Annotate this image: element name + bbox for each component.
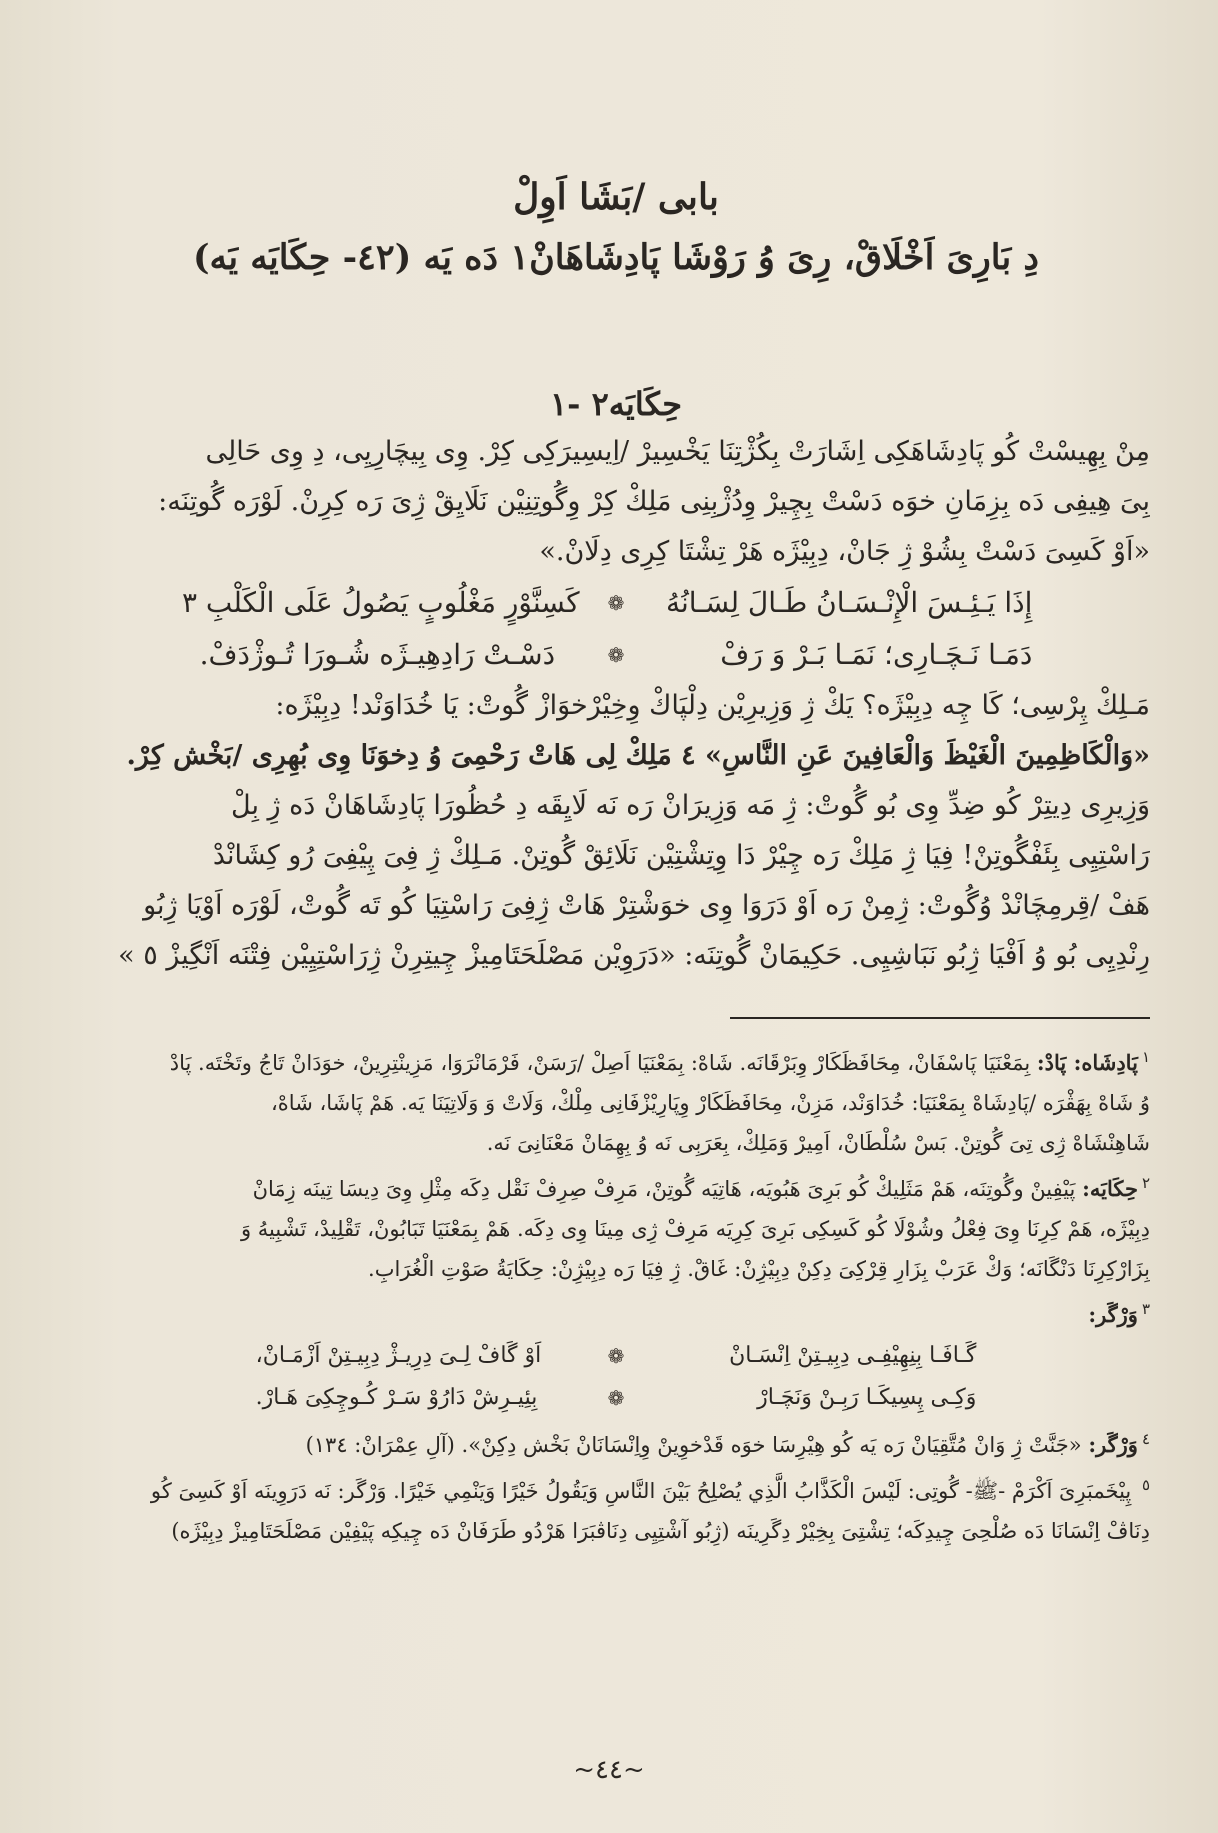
text-line: وَزِيرِى دِيتِرْ كُو ضِدِّ وِى بُو گُوتْ: ژِ مَه وَزِيرَانْ رَه نَه لَايِقَه دِ حُظُورَا پَادِشَاهَانْ دَه ژِ بِلْ [231, 789, 1150, 821]
footnote-number: ٢ [1141, 1173, 1150, 1192]
footnote-line: دِنَاڤْ اِنْسَانَا دَه صُلْحِىَ چِيدِكَه؛ تِشْتِىَ بِخِيْرْ دِگَرِينَه (ژِبُو آشْتِيِى دِنَاڤبَرَا هَرْدُو طَرَفَانْ دَه چِيكِه پَيْفِيْن مَصْلَحَتَامِيزْ دِبِيْژَه) [171, 1518, 1150, 1543]
verse-hemistich-left: اَوْ گَافْ لِـىَ دِرِيـژْ دِبِيـتِنْ اَزْمَـانْ، [255, 1342, 542, 1368]
verse-separator-icon: ❁ [607, 642, 625, 667]
footnote-1 [82, 1037, 1150, 1163]
verse-line [82, 1377, 1150, 1419]
footnote-2 [82, 1163, 1150, 1289]
footnote-line: وُ شَاهْ بِهَڤْرَه /پَادِشَاهْ بِمَعْنَيَا: خُدَاوَنْد، مَزِنْ، مِحَافَظَكَارْ وِپَارِيْزْفَانِى مِلْكْ، وَلَاتْ وَ وَلَاتِيَنَا يَه. هَمْ پَاشَا، شَاهْ، [271, 1090, 1150, 1115]
footnote-number: ١ [1141, 1047, 1150, 1066]
verse-separator-icon: ❁ [607, 590, 625, 615]
footnote-text: «جَنَّتْ ژِ وَانْ مُتَّقِيَانْ رَه يَه كُو هِيْرِسَا خوَه قَدْخوِينْ وِاِنْسَانَانْ بَخْش دِكِنْ». (آلِ عِمْرَانْ: ١٣٤) [305, 1432, 1082, 1457]
verse-line [82, 1335, 1150, 1377]
verse-hemistich-right: دَمَـا نَـچَـارِى؛ نَمَـا بَـرْ وَ رَفْ [720, 637, 1033, 671]
text-line: مِنْ بِهِيسْتْ كُو پَادِشَاهَكِى اِشَارَتْ بِكُژْتِنَا يَخْسِيرْ /اِيسِيرَكِى كِرْ. وِى بِيچَارِيِى، دِ وِى حَالِى [205, 435, 1150, 467]
text-line: مَـلِكْ پِرْسِى؛ كَا چِه دِبِيْژَه؟ يَكْ ژِ وَزِيرِيْن دِلْپَاكْ وِخِيْرْخوَازْ گُوتْ: يَا خُدَاوَنْد! دِبِيْژَه: [275, 689, 1150, 721]
footnote-term: پَادِشَاه: پَادْ: [1036, 1049, 1138, 1075]
verse-hemistich-left: بِئِيـرِشْ دَارُوْ سَـرْ كُـوچِكِىَ هَـارْ. [255, 1384, 538, 1410]
footnote-text: بِمَعْنَيَا پَاسْفَانْ، مِحَافَظَكَارْ وِبَرْقَانَه. شَاهْ: بِمَعْنَيَا اَصِلْ /رَسَنْ، فَرْمَانْرَوَا، مَزِينْتِرِينْ، خوَدَانْ تَاجُ وتَخْتَه. پَادْ [169, 1050, 1031, 1075]
footnote-4 [82, 1419, 1150, 1465]
footnote-term: وَرْگَر: [1088, 1431, 1138, 1457]
footnote-line: دِبِيْژَه، هَمْ كِرِنَا وِىَ فِعْلُ وشُوْلَا كُو كَسِكِى بَرِىَ كِرِيَه مَرِفْ ژِى مِينَا وِى دِكَه. هَمْ بِمَعْنَيَا تَبَابُونْ، تَقْلِيدْ، تَشْبِيهُ وَ [240, 1216, 1150, 1241]
footnote-number: ٤ [1141, 1429, 1150, 1448]
footnote-line: شَاهِنْشَاهْ ژِى تِىَ گُوتِنْ. بَسْ سُلْطَانْ، اَمِيرْ وَمَلِكْ، بِعَرَبِى نَه وُ بِهِمَانْ مَعْنَانِىَ نَه. [486, 1130, 1150, 1155]
verse-line [82, 629, 1150, 681]
verse-hemistich-left: دَسْـتْ رَادِهِيـژَه شُـورَا تُـوژْدَفْ. [199, 637, 556, 671]
footnote-line: بِزَارْكِرِنَا دَنْگَانَه؛ وَكْ عَرَبْ بِزَارِ قِرْكِىَ دِكِنْ دِبِيْژِنْ: غَاقْ. ژِ فِيَا رَه دِبِيْژِنْ: حِكَايَةُ صَوْتِ الْغُرَابِ. [368, 1256, 1150, 1281]
text-line: رَاسْتِيِى بِئَفْگُوتِنْ! فِيَا ژِ مَلِكْ رَه چِيْرْ دَا وِتِشْتِيْن نَلَائِقْ گُوتِنْ. مَـلِكْ ژِ فِىَ پِيْفِىَ رُو كِشَانْدْ [212, 839, 1150, 871]
footnote-line [82, 1419, 1150, 1465]
text-line: «وَالْكَاظِمِينَ الْغَيْظَ وَالْعَافِينَ عَنِ النَّاسِ» ٤ مَلِكْ لِى هَاتْ رَحْمِىَ وُ دِخوَنَا وِى بُهِرِى /بَخْش كِرْ. [126, 739, 1150, 771]
footnote-divider [730, 1017, 1150, 1019]
text-line: «اَوْ كَسِىَ دَسْتْ بِشُوْ ژِ جَانْ، دِبِيْژَه هَرْ تِشْتَا كِرِى دِلَانْ.» [539, 535, 1150, 567]
verse-hemistich-left: كَسِنَّوْرٍ مَغْلُوبٍ يَصُولُ عَلَى الْكَلْبِ ٣ [181, 585, 580, 619]
chapter-title: بابى /بَشَا اَوِلْ [513, 176, 719, 218]
footnote-term: وَرْگَر: [1088, 1301, 1138, 1327]
paragraph-2 [82, 681, 1150, 981]
footnote-line [82, 1289, 1150, 1335]
footnote-text: پِيْخَمبَرِىَ اَكْرَمْ -ﷺ- گُوتِى: لَيْسَ الْكَذَّابُ الَّذِي يُصْلِحُ بَيْنَ النَّاسِ وَيَقُولُ خَيْرًا وَيَنْمِي خَيْرًا. وَرْگَر: نَه دَرَوِينَه اَوْ كَسِىَ كُو [150, 1478, 1132, 1503]
verse-hemistich-right: إِذَا يَـئِـسَ الْإِنْـسَـانُ طَـالَ لِسَـانُهُ [665, 585, 1033, 619]
footnote-number: ٣ [1141, 1299, 1150, 1318]
footnote-term: حِكَايَه: [1082, 1175, 1138, 1201]
footnote-3 [82, 1289, 1150, 1419]
footnote-line [82, 1465, 1150, 1511]
footnote-text: پَيْفِينْ وگُوتِنَه، هَمْ مَثَلِيكْ كُو بَرِىَ هَبُويَه، هَاتِيَه گُوتِنْ، مَرِفْ صِرِفْ نَقْل دِكَه مِثْلِ وِىَ دِيسَا تِينَه زِمَانْ [252, 1176, 1076, 1201]
verse-hemistich-right: وَكِـى پِسِيكَـا رَبِـنْ وَنَچَـارْ [757, 1384, 977, 1410]
footnote-line [82, 1037, 1150, 1083]
verse-hemistich-right: گَـافَـا بِنِهِيْفِـى دِبِيـتِنْ اِنْسَـانْ [729, 1342, 977, 1368]
text-line: بِىَ هِيفِى دَه بِزِمَانِ خوَه دَسْتْ بِچِيرْ وِدُژْبِنِى مَلِكْ كِرْ وِگُوتِنِيْن نَلَايِقْ ژِىَ رَه كِرِنْ. لَوْرَه گُوتِنَه: [158, 485, 1150, 517]
page-number: ~٤٤~ [573, 1755, 645, 1785]
footnotes [82, 1037, 1150, 1551]
verse-separator-icon: ❁ [607, 1385, 625, 1410]
text-line: رِنْدِيِى بُو وُ اَفْيَا ژِبُو نَبَاشِيِى. حَكِيمَانْ گُوتِنَه: «دَرَوِيْن مَصْلَحَتَامِيزْ چِيتِرِنْ ژِرَاسْتِيِيْن فِتْنَه اَنْگِيزْ ٥ » [118, 939, 1150, 971]
text-line: هَفْ /قِرمِچَانْدْ وُگُوتْ: ژِمِنْ رَه اَوْ دَرَوَا وِى خوَشْتِرْ هَاتْ ژِفِىَ رَاسْتِيَا كُو تَه گُوتْ، لَوْرَه اَوْيَا ژِبُو [143, 889, 1150, 921]
footnote-number: ٥ [1141, 1475, 1150, 1494]
verse-1 [82, 577, 1150, 681]
chapter-subtitle: دِ بَارِىَ اَخْلَاقْ، رِىَ وُ رَوْشَا پَادِشَاهَانْ١ دَه يَه (٤٢- حِكَايَه يَه) [193, 237, 1039, 278]
story-heading: حِكَايَه٢ -١ [549, 384, 683, 423]
verse-separator-icon: ❁ [607, 1343, 625, 1368]
paragraph-1 [82, 427, 1150, 577]
footnote-line [82, 1163, 1150, 1209]
verse-line [82, 577, 1150, 629]
footnote-5 [82, 1465, 1150, 1551]
